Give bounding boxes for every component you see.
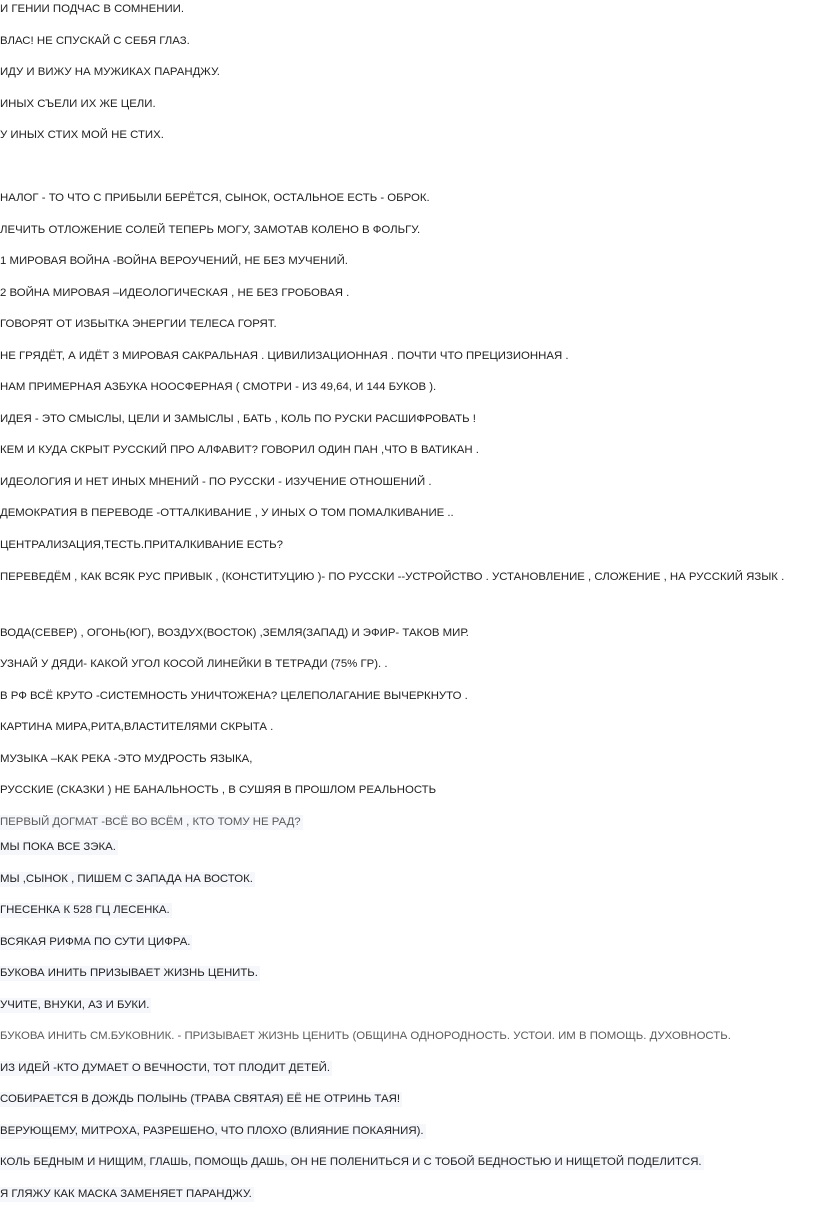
text-line: УЗНАЙ У ДЯДИ- КАКОЙ УГОЛ КОСОЙ ЛИНЕЙКИ В ТЕТРАДИ (75% ГР). .: [0, 658, 388, 670]
text-line: ИДЕОЛОГИЯ И НЕТ ИНЫХ МНЕНИЙ - ПО РУССКИ - ИЗУЧЕНИЕ ОТНОШЕНИЙ .: [0, 476, 432, 488]
text-line: ИЗ ИДЕЙ -КТО ДУМАЕТ О ВЕЧНОСТИ, ТОТ ПЛОДИТ ДЕТЕЙ.: [0, 1062, 331, 1074]
text-line: СОБИРАЕТСЯ В ДОЖДЬ ПОЛЫНЬ (ТРАВА СВЯТАЯ) ЕЁ НЕ ОТРИНЬ ТАЯ!: [0, 1093, 400, 1105]
text-line: И ГЕНИИ ПОДЧАС В СОМНЕНИИ.: [0, 3, 185, 15]
text-line: НАЛОГ - ТО ЧТО С ПРИБЫЛИ БЕРЁТСЯ, СЫНОК, ОСТАЛЬНОЕ ЕСТЬ - ОБРОК.: [0, 192, 430, 204]
text-line: БУКОВА ИНИТЬ СМ.БУКОВНИК. - ПРИЗЫВАЕТ ЖИЗНЬ ЦЕНИТЬ (ОБЩИНА ОДНОРОДНОСТЬ. УСТОИ. ИМ В ПОМОЩЬ. ДУХОВНОСТЬ.: [0, 1030, 731, 1042]
text-line: ВСЯКАЯ РИФМА ПО СУТИ ЦИФРА.: [0, 936, 191, 948]
text-line: НАМ ПРИМЕРНАЯ АЗБУКА НООСФЕРНАЯ ( СМОТРИ - ИЗ 49,64, И 144 БУКОВ ).: [0, 381, 437, 393]
text-line: МЫ ПОКА ВСЕ ЗЭКА.: [0, 841, 116, 853]
text-line: ГНЕСЕНКА К 528 ГЦ ЛЕСЕНКА.: [0, 904, 170, 916]
text-line: ИДЕЯ - ЭТО СМЫСЛЫ, ЦЕЛИ И ЗАМЫСЛЫ , БАТЬ , КОЛЬ ПО РУСКИ РАСШИФРОВАТЬ !: [0, 413, 476, 425]
text-line: 1 МИРОВАЯ ВОЙНА -ВОЙНА ВЕРОУЧЕНИЙ, НЕ БЕЗ МУЧЕНИЙ.: [0, 255, 348, 267]
text-line: 2 ВОЙНА МИРОВАЯ –ИДЕОЛОГИЧЕСКАЯ , НЕ БЕЗ ГРОБОВАЯ .: [0, 287, 350, 299]
text-line: ВЕРУЮЩЕМУ, МИТРОХА, РАЗРЕШЕНО, ЧТО ПЛОХО (ВЛИЯНИЕ ПОКАЯНИЯ).: [0, 1125, 424, 1137]
text-line: У ИНЫХ СТИХ МОЙ НЕ СТИХ.: [0, 129, 164, 141]
text-line: ИНЫХ СЪЕЛИ ИХ ЖЕ ЦЕЛИ.: [0, 98, 156, 110]
text-line: ЦЕНТРАЛИЗАЦИЯ,ТЕСТЬ.ПРИТАЛКИВАНИЕ ЕСТЬ?: [0, 539, 283, 551]
text-line: ВОДА(СЕВЕР) , ОГОНЬ(ЮГ), ВОЗДУХ(ВОСТОК) ,ЗЕМЛЯ(ЗАПАД) И ЭФИР- ТАКОВ МИР.: [0, 627, 469, 639]
text-line: КАРТИНА МИРА,РИТА,ВЛАСТИТЕЛЯМИ СКРЫТА .: [0, 721, 274, 733]
text-line: НЕ ГРЯДЁТ, А ИДЁТ 3 МИРОВАЯ САКРАЛЬНАЯ . ЦИВИЛИЗАЦИОННАЯ . ПОЧТИ ЧТО ПРЕЦИЗИОННАЯ .: [0, 350, 569, 362]
text-line: КОЛЬ БЕДНЫМ И НИЩИМ, ГЛАШЬ, ПОМОЩЬ ДАШЬ, ОН НЕ ПОЛЕНИТЬСЯ И С ТОБОЙ БЕДНОСТЬЮ И НИЩЕТОЙ ПОДЕЛИТСЯ.: [0, 1156, 702, 1168]
text-line: ВЛАС! НЕ СПУСКАЙ С СЕБЯ ГЛАЗ.: [0, 35, 190, 47]
text-line: МУЗЫКА –КАК РЕКА -ЭТО МУДРОСТЬ ЯЗЫКА,: [0, 753, 253, 765]
text-line: ПЕРЕВЕДЁМ , КАК ВСЯК РУС ПРИВЫК , (КОНСТИТУЦИЮ )- ПО РУССКИ --УСТРОЙСТВО . УСТАНОВЛЕНИЕ , СЛОЖЕНИЕ , НА РУССКИЙ ЯЗЫК .: [0, 570, 814, 585]
text-line: КЕМ И КУДА СКРЫТ РУССКИЙ ПРО АЛФАВИТ? ГОВОРИЛ ОДИН ПАН ,ЧТО В ВАТИКАН .: [0, 444, 479, 456]
text-line: В РФ ВСЁ КРУТО -СИСТЕМНОСТЬ УНИЧТОЖЕНА? ЦЕЛЕПОЛАГАНИЕ ВЫЧЕРКНУТО .: [0, 690, 468, 702]
text-line: МЫ ,СЫНОК , ПИШЕМ С ЗАПАДА НА ВОСТОК.: [0, 873, 253, 885]
text-line: ЛЕЧИТЬ ОТЛОЖЕНИЕ СОЛЕЙ ТЕПЕРЬ МОГУ, ЗАМОТАВ КОЛЕНО В ФОЛЬГУ.: [0, 224, 421, 236]
text-line: БУКОВА ИНИТЬ ПРИЗЫВАЕТ ЖИЗНЬ ЦЕНИТЬ.: [0, 967, 258, 979]
text-line: ИДУ И ВИЖУ НА МУЖИКАХ ПАРАНДЖУ.: [0, 66, 220, 78]
text-line: ПЕРВЫЙ ДОГМАТ -ВСЁ ВО ВСЁМ , КТО ТОМУ НЕ РАД?: [0, 816, 301, 828]
text-line: Я ГЛЯЖУ КАК МАСКА ЗАМЕНЯЕТ ПАРАНДЖУ.: [0, 1188, 252, 1200]
text-line: ДЕМОКРАТИЯ В ПЕРЕВОДЕ -ОТТАЛКИВАНИЕ , У ИНЫХ О ТОМ ПОМАЛКИВАНИЕ ..: [0, 507, 454, 519]
text-line: ГОВОРЯТ ОТ ИЗБЫТКА ЭНЕРГИИ ТЕЛЕСА ГОРЯТ.: [0, 318, 277, 330]
text-line: УЧИТЕ, ВНУКИ, АЗ И БУКИ.: [0, 999, 150, 1011]
text-line: РУССКИЕ (СКАЗКИ ) НЕ БАНАЛЬНОСТЬ , В СУШЯЯ В ПРОШЛОМ РЕАЛЬНОСТЬ: [0, 784, 437, 796]
